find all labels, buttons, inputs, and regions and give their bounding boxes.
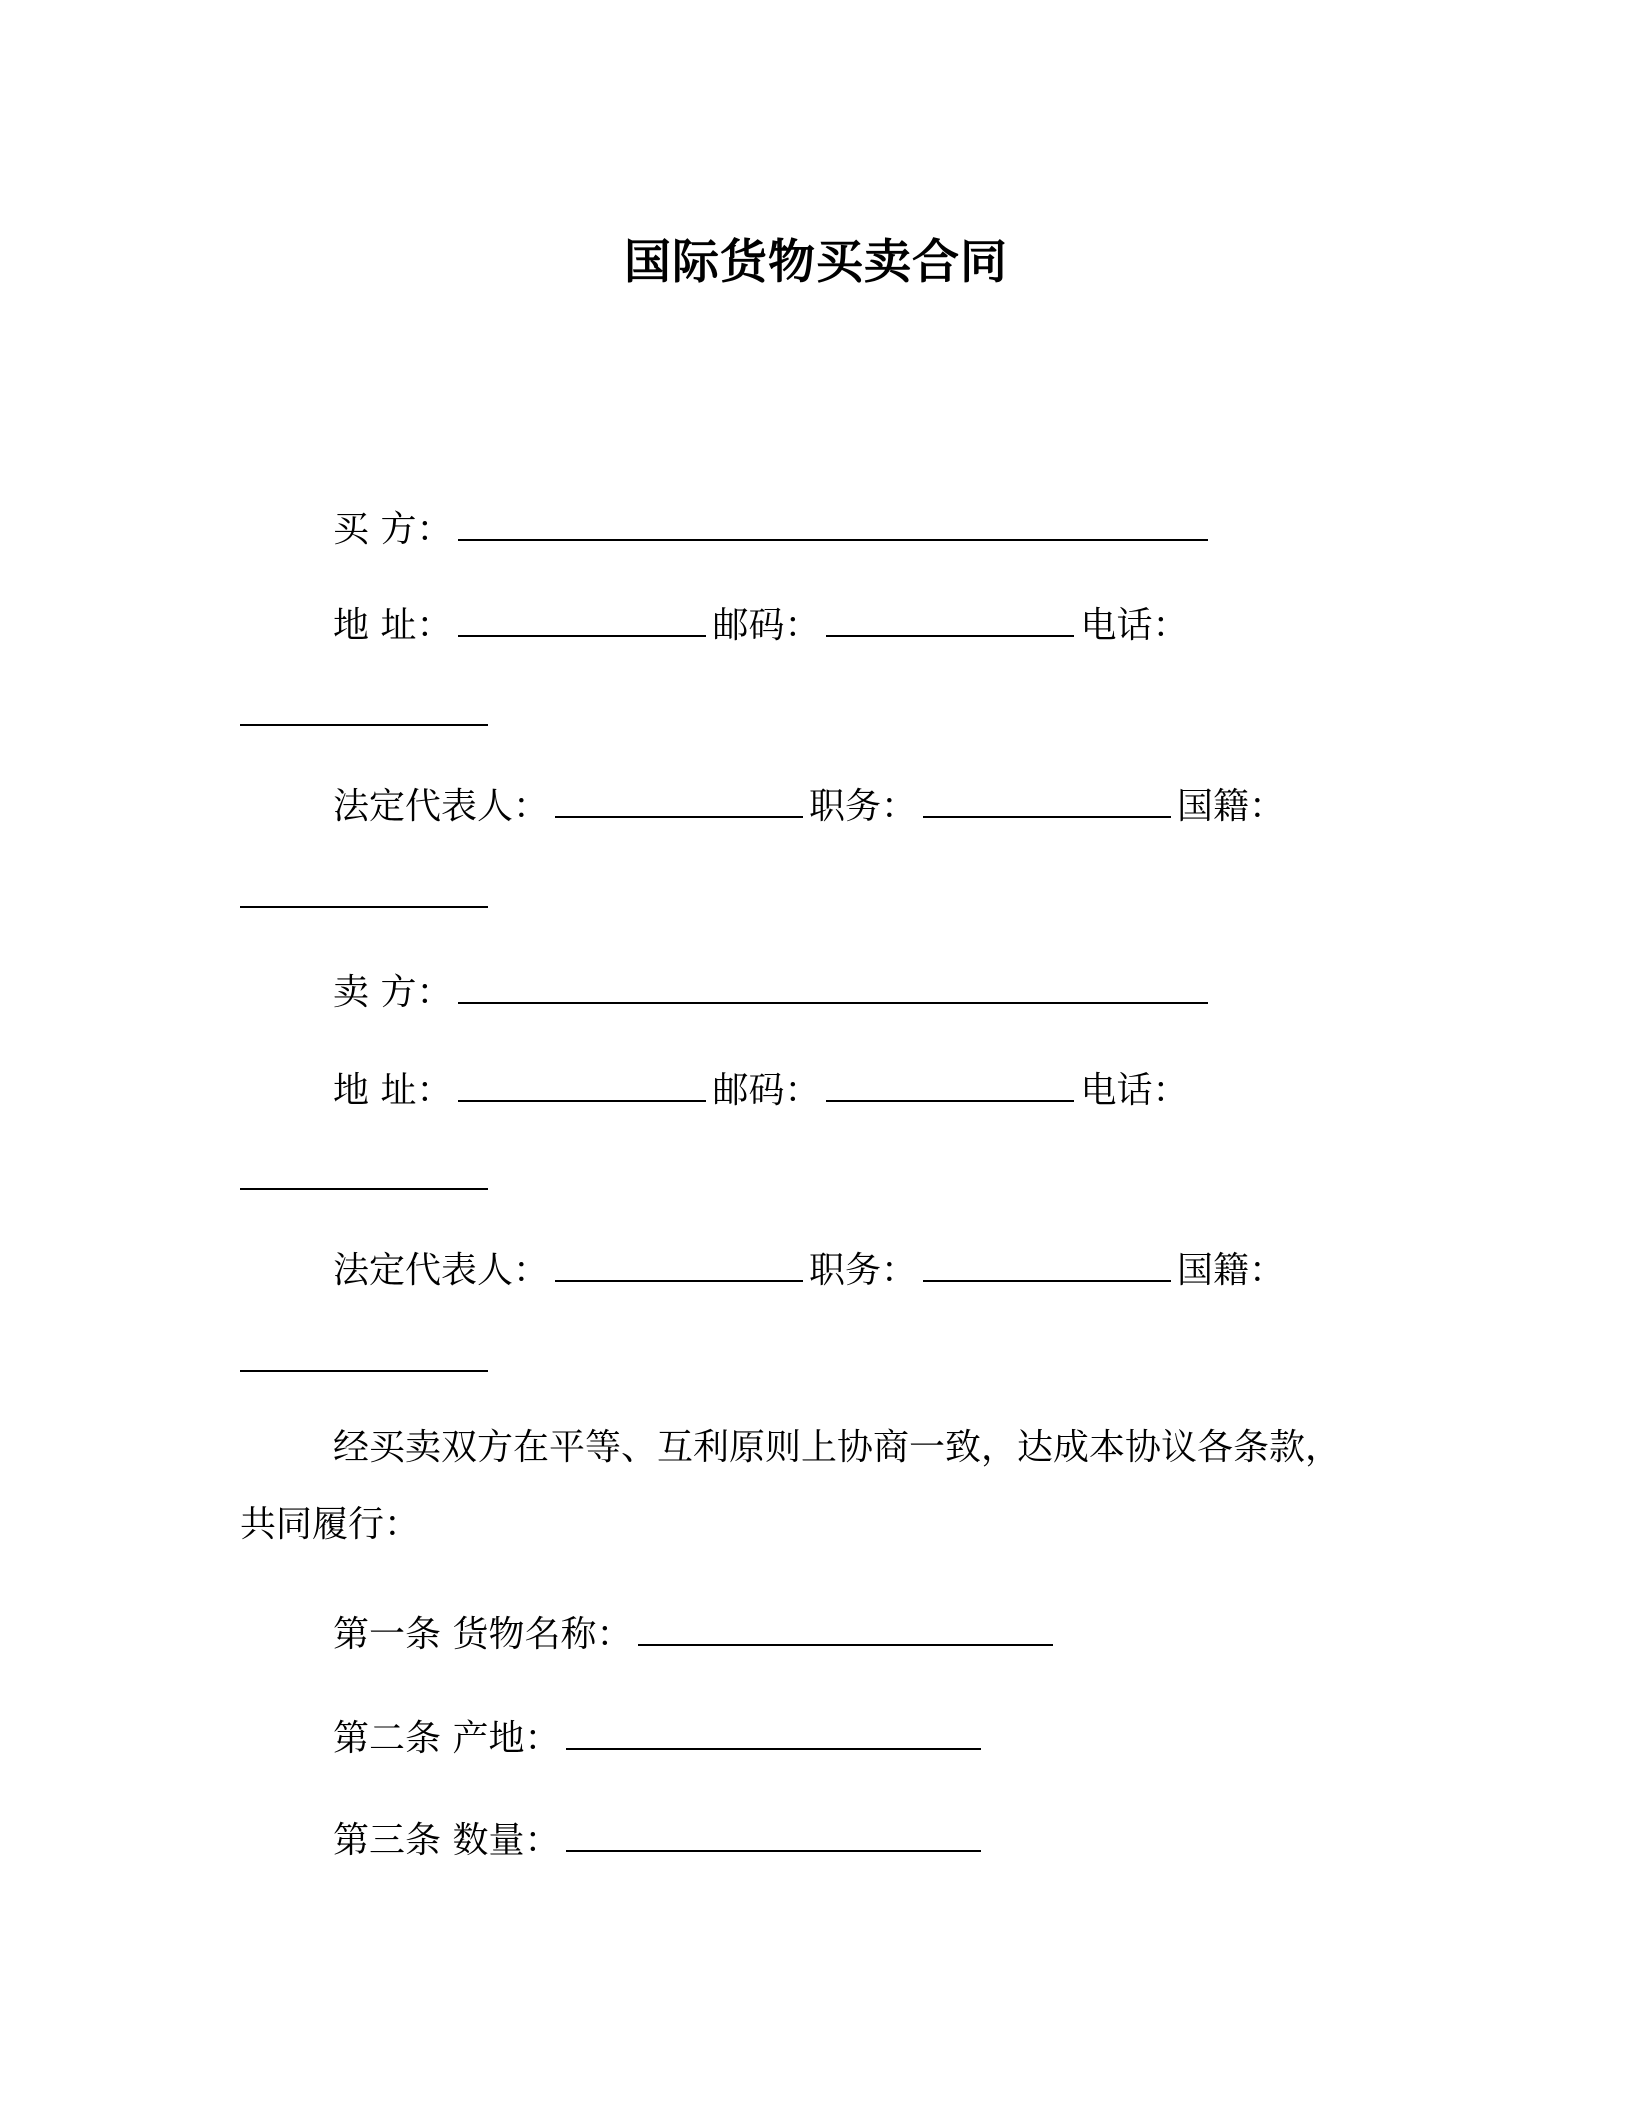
- seller-position-label: 职务：: [809, 1250, 918, 1291]
- seller-position-field[interactable]: [923, 1248, 1171, 1282]
- buyer-address-field[interactable]: [458, 603, 706, 637]
- seller-address-line: [333, 1068, 1188, 1111]
- article-3-line: [333, 1818, 981, 1861]
- seller-address-label: 地 址：: [333, 1070, 453, 1111]
- buyer-address-label: 地 址：: [333, 605, 453, 646]
- seller-rep-field[interactable]: [555, 1248, 803, 1282]
- seller-nationality-line: [240, 1338, 488, 1381]
- buyer-phone-field[interactable]: [240, 692, 488, 726]
- buyer-rep-line: [333, 784, 1285, 827]
- seller-label: 卖 方：: [333, 972, 453, 1013]
- seller-rep-label: 法定代表人：: [333, 1250, 550, 1291]
- seller-nationality-label: 国籍：: [1177, 1250, 1286, 1291]
- preamble-line-2: 共同履行：: [240, 1504, 421, 1545]
- buyer-name-field[interactable]: [458, 507, 1208, 541]
- buyer-rep-label: 法定代表人：: [333, 786, 550, 827]
- buyer-line: [333, 507, 1208, 550]
- article-1-label: 第一条 货物名称：: [333, 1614, 633, 1655]
- article-2-label: 第二条 产地：: [333, 1718, 561, 1759]
- seller-name-field[interactable]: [458, 970, 1208, 1004]
- seller-rep-line: [333, 1248, 1285, 1291]
- preamble-line-1: 经买卖双方在平等、互利原则上协商一致，达成本协议各条款，: [333, 1427, 1342, 1468]
- buyer-phone-label: 电话：: [1080, 605, 1189, 646]
- buyer-nationality-line: [240, 874, 488, 917]
- buyer-postcode-field[interactable]: [826, 603, 1074, 637]
- article-1-line: [333, 1612, 1053, 1655]
- quantity-field[interactable]: [566, 1818, 981, 1852]
- buyer-phone-line: [240, 692, 488, 735]
- seller-postcode-field[interactable]: [826, 1068, 1074, 1102]
- buyer-postcode-label: 邮码：: [712, 605, 821, 646]
- seller-phone-label: 电话：: [1080, 1070, 1189, 1111]
- buyer-nationality-label: 国籍：: [1177, 786, 1286, 827]
- origin-field[interactable]: [566, 1716, 981, 1750]
- seller-postcode-label: 邮码：: [712, 1070, 821, 1111]
- seller-phone-field[interactable]: [240, 1156, 488, 1190]
- seller-address-field[interactable]: [458, 1068, 706, 1102]
- buyer-label: 买 方：: [333, 509, 453, 550]
- buyer-nationality-field[interactable]: [240, 874, 488, 908]
- buyer-position-field[interactable]: [923, 784, 1171, 818]
- article-3-label: 第三条 数量：: [333, 1820, 561, 1861]
- article-2-line: [333, 1716, 981, 1759]
- buyer-address-line: [333, 603, 1188, 646]
- buyer-rep-field[interactable]: [555, 784, 803, 818]
- seller-phone-line: [240, 1156, 488, 1199]
- goods-name-field[interactable]: [638, 1612, 1053, 1646]
- buyer-position-label: 职务：: [809, 786, 918, 827]
- seller-line: [333, 970, 1208, 1013]
- seller-nationality-field[interactable]: [240, 1338, 488, 1372]
- document-title: 国际货物买卖合同: [624, 235, 1008, 290]
